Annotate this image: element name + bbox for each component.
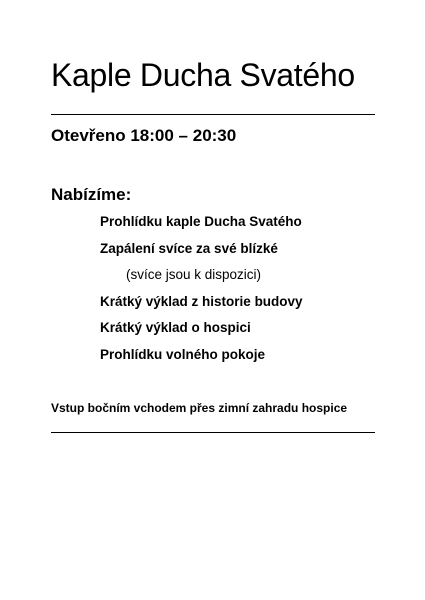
top-divider (51, 114, 375, 115)
offer-item-room-tour: Prohlídku volného pokoje (100, 346, 266, 362)
offer-item-candle-note: (svíce jsou k dispozici) (126, 267, 262, 282)
offer-item-hospice-talk: Krátký výklad o hospici (100, 320, 251, 335)
offer-list (100, 213, 303, 372)
opening-hours: Otevřeno 18:00 – 20:30 (51, 126, 237, 145)
offer-heading: Nabízíme: (51, 185, 132, 204)
offer-item-history-talk: Krátký výklad z historie budovy (100, 293, 303, 309)
entrance-note: Vstup bočním vchodem přes zimní zahradu hospice (51, 401, 348, 415)
bottom-divider (51, 432, 375, 433)
document-title: Kaple Ducha Svatého (51, 57, 355, 93)
offer-item-candle-lighting: Zapálení svíce za své blízké (100, 240, 278, 256)
offer-item-chapel-tour: Prohlídku kaple Ducha Svatého (100, 214, 302, 229)
